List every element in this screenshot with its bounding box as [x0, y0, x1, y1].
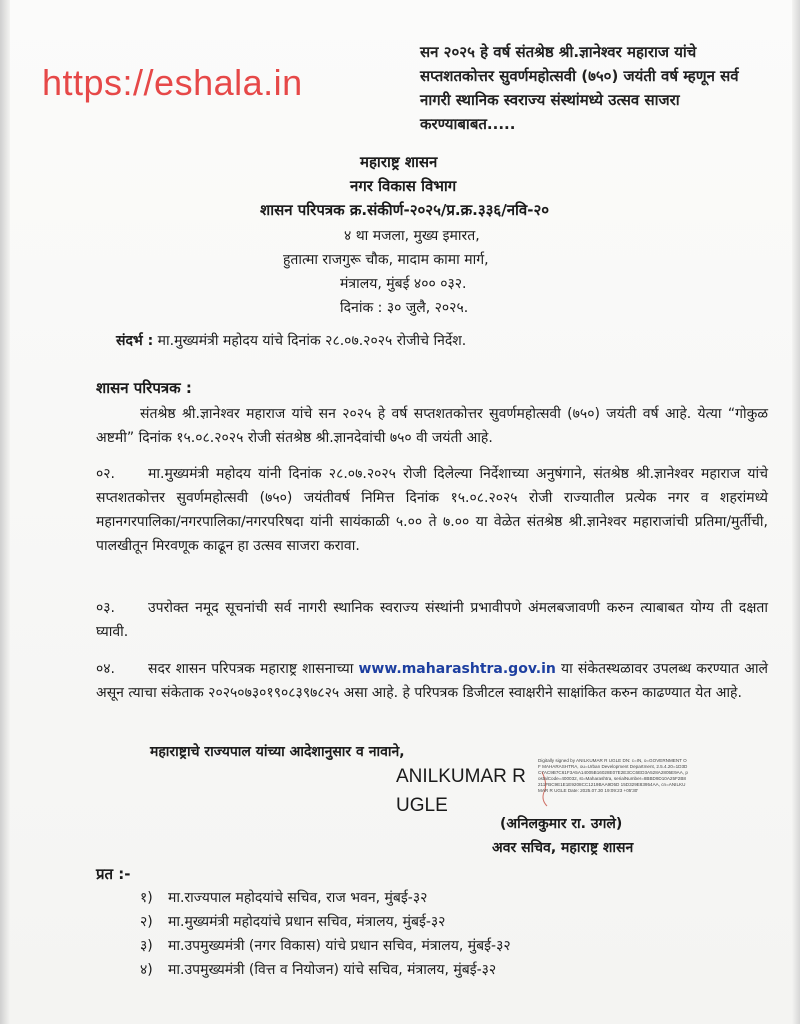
reference-text: मा.मुख्यमंत्री महोदय यांचे दिनांक २८.०७.२०२५ रोजीचे निर्देश.	[157, 333, 467, 349]
document-header	[200, 150, 610, 222]
government-name: महाराष्ट्र शासन	[360, 153, 438, 171]
list-item	[140, 934, 700, 958]
paragraph-number: ०३.	[96, 600, 116, 616]
circular-date: दिनांक : ३० जुलै, २०२५.	[340, 300, 469, 316]
list-item-text: मा.मुख्यमंत्री महोदयांचे प्रधान सचिव, मंत्रालय, मुंबई-३२	[168, 914, 446, 930]
list-item-number: २)	[140, 914, 153, 930]
address-line: हुतात्मा राजगुरू चौक, मादाम कामा मार्ग,	[283, 252, 489, 268]
signer-name-line: UGLE	[396, 795, 448, 816]
digital-signature-block	[538, 758, 688, 810]
governor-order-line: महाराष्ट्राचे राज्यपाल यांच्या आदेशानुसार व नावाने,	[150, 744, 405, 760]
reference-label: संदर्भ :	[116, 333, 154, 349]
watermark-url: https://eshala.in	[42, 62, 303, 103]
paragraph-text: मा.मुख्यमंत्री महोदय यांनी दिनांक २८.०७.२०२५ रोजी दिलेल्या निर्देशाच्या अनुषंगाने, संतश्रेष्ठ श्री.ज्ञानेश्वर महाराज यांचे सप्तशतकोत्तर सुवर्णमहोत्सवी (७५०) जयंतीवर्ष निमित्त दिनांक १५.०८.२०२५ रोजी राज्यातील प्रत्येक नगर व शहरांमध्ये महानगरपालिका/नगरपालिका/नगरपरिषदा यांनी सायंकाळी ५.०० ते ७.०० या वेळेत संतश्रेष्ठ श्री.ज्ञानेश्वर महाराजांची प्रतिमा/मुर्तीची, पालखीतून मिरवणूक काढून हा उत्सव साजरा करावा.	[96, 466, 768, 554]
list-item	[140, 886, 700, 910]
paragraph-number: ०२.	[96, 466, 116, 482]
digital-signature-text: Digitally signed by ANILKUMAR R UGLE DN: c=IN, o=GOVERNMENT OF MAHARASHTRA, ou=Urban Development Department, 2.5.4.20=1D3DC7AC9B7C61F3A5A14005B16028E07E2E3CC6ED3A528A2805E9AA, postalCode=400032, st=Maharashtra, serialNumber=8BBD9D10A25F2B8211FBC9E1E1E9208CC1219BAA9D5D 15D329E83954AA, cn=ANILKUMAR R UGLE Date: 2025.07.30 19:09:23 +05'30'	[538, 758, 688, 793]
list-item-number: ३)	[140, 938, 153, 954]
list-item-text: मा.उपमुख्यमंत्री (नगर विकास) यांचे प्रधान सचिव, मंत्रालय, मुंबई-३२	[168, 938, 511, 954]
list-item-number: ४)	[140, 962, 153, 978]
list-item-text: मा.राज्यपाल महोदयांचे सचिव, राज भवन, मुंबई-३२	[168, 890, 428, 906]
officer-designation: अवर सचिव, महाराष्ट्र शासन	[492, 840, 634, 856]
list-item	[140, 910, 700, 934]
list-item	[140, 958, 700, 982]
list-item-number: १)	[140, 890, 153, 906]
address-line: मंत्रालय, मुंबई ४०० ०३२.	[340, 276, 467, 292]
copy-to-label: प्रत :-	[96, 865, 131, 883]
reference-section	[116, 330, 766, 352]
paragraph-1: संतश्रेष्ठ श्री.ज्ञानेश्वर महाराज यांचे सन २०२५ हे वर्ष सप्तशतकोत्तर सुवर्णमहोत्सवी (७५०) जयंती वर्ष आहे. येत्या “गोकुळ अष्टमी” दिनांक १५.०८.२०२५ रोजी संतश्रेष्ठ श्री.ज्ञानदेवांची ७५० वी जयंती आहे.	[96, 406, 768, 446]
subject-text: सन २०२५ हे वर्ष संतश्रेष्ठ श्री.ज्ञानेश्वर महाराज यांचे सप्तशतकोत्तर सुवर्णमहोत्सवी (७५०) जयंती वर्ष म्हणून सर्व नागरी स्थानिक स्वराज्य संस्थांमध्ये उत्सव साजरा करण्याबाबत.....	[420, 43, 739, 133]
website-link[interactable]: www.maharashtra.gov.in	[358, 661, 556, 677]
paragraph-2	[96, 462, 768, 558]
paragraph-number: ०४.	[96, 661, 116, 677]
department-name: नगर विकास विभाग	[350, 177, 457, 195]
list-item-text: मा.उपमुख्यमंत्री (वित्त व नियोजन) यांचे सचिव, मंत्रालय, मुंबई-३२	[168, 962, 497, 978]
address-line: ४ था मजला, मुख्य इमारत,	[344, 228, 480, 244]
officer-name: (अनिलकुमार रा. उगले)	[500, 816, 623, 832]
office-address	[0, 224, 800, 320]
paragraph-text: सदर शासन परिपत्रक महाराष्ट्र शासनाच्या	[148, 661, 354, 677]
paragraph-text: या संकेतस्थळावर उपलब्ध करण्यात आले असून त्याचा संकेताक २०२५०७३०१९०८३९७८२५ असा आहे. हे परिपत्रक डिजीटल स्वाक्षरीने साक्षांकित करुन काढण्यात येत आहे.	[96, 661, 769, 701]
copy-to-list	[140, 886, 700, 982]
paragraph-4	[96, 657, 768, 705]
officer-block	[492, 812, 702, 860]
circular-heading: शासन परिपत्रक :	[96, 379, 192, 397]
signer-name-line: ANILKUMAR R	[396, 766, 526, 787]
circular-number: शासन परिपत्रक क्र.संकीर्ण-२०२५/प्र.क्र.३३६/नवि-२०	[260, 201, 550, 219]
paragraph-text: उपरोक्त नमूद सूचनांची सर्व नागरी स्थानिक स्वराज्य संस्थांनी प्रभावीपणे अंमलबजावणी करुन त्याबाबत योग्य ती दक्षता घ्यावी.	[96, 600, 768, 640]
paragraph-3	[96, 596, 768, 644]
